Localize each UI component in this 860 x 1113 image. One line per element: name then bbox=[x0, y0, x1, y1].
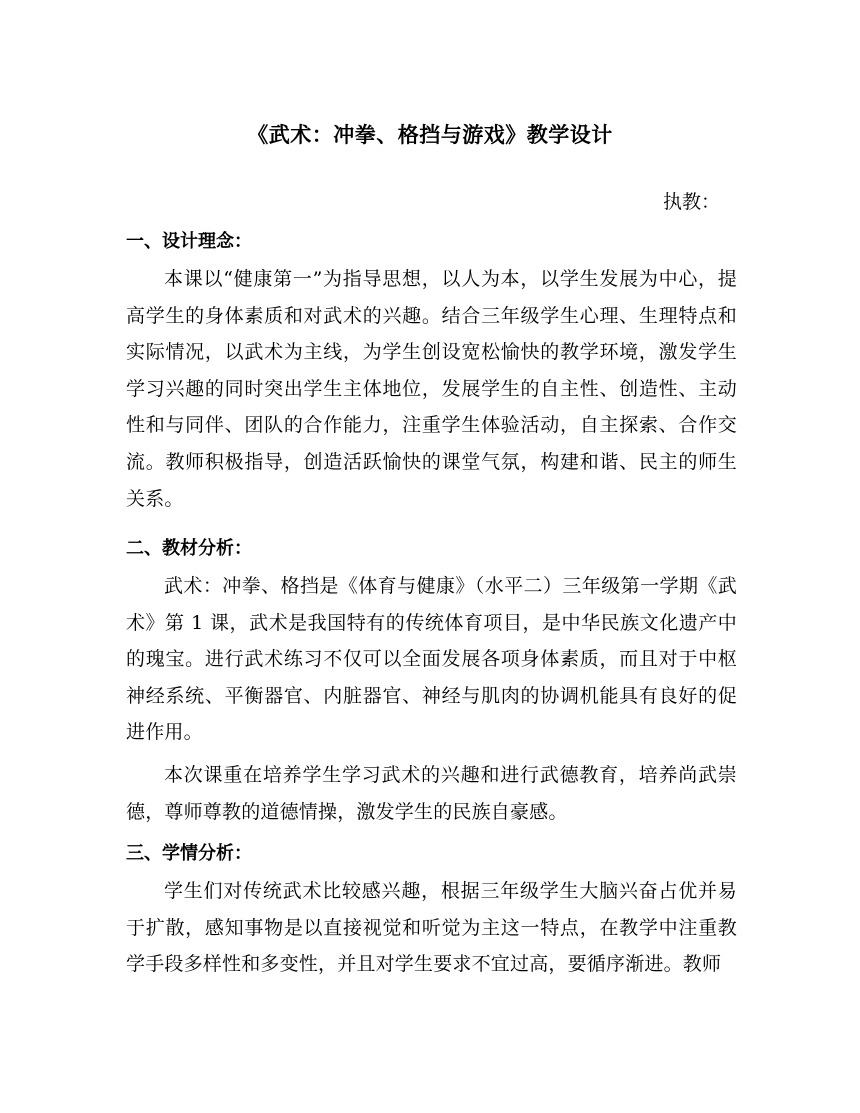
section-heading-student-analysis: 三、学情分析： bbox=[126, 843, 252, 864]
paragraph-student-analysis: 学生们对传统武术比较感兴趣，根据三年级学生大脑兴奋占优并易于扩散，感知事物是以直接视觉和听觉为主这一特点，在教学中注重教学手段多样性和多变性，并且对学生要求不宜过高，要循序渐进。教师 bbox=[126, 880, 737, 976]
paragraph-material-analysis: 武术：冲拳、格挡是《体育与健康》（水平二）三年级第一学期《武术》第 1 课，武术是我国特有的传统体育项目，是中华民族文化遗产中的瑰宝。进行武术练习不仅可以全面发展各项身体素质，而且对于中枢神经系统、平衡器官、内脏器官、神经与肌肉的协调机能具有良好的促进作用。 bbox=[126, 575, 737, 744]
author-line bbox=[663, 184, 720, 220]
section-heading-design-concept: 一、设计理念： bbox=[126, 231, 252, 252]
author-label: 执教： bbox=[662, 191, 720, 213]
paragraph-design-concept: 本课以“健康第一”为指导思想，以人为本，以学生发展为中心，提高学生的身体素质和对武术的兴趣。结合三年级学生心理、生理特点和实际情况，以武术为主线，为学生创设宽松愉快的教学环境，激发学生学习兴趣的同时突出学生主体地位，发展学生的自主性、创造性、主动性和与同伴、团队的合作能力，注重学生体验活动，自主探索、合作交流。教师积极指导，创造活跃愉快的课堂气氛，构建和谐、民主的师生关系。 bbox=[126, 268, 737, 510]
document-title: 《武术：冲拳、格挡与游戏》教学设计 bbox=[247, 123, 613, 147]
paragraph-material-focus: 本次课重在培养学生学习武术的兴趣和进行武德教育，培养尚武崇德，尊师尊教的道德情操，激发学生的民族自豪感。 bbox=[126, 764, 737, 823]
section-heading-material-analysis: 二、教材分析： bbox=[126, 538, 252, 559]
